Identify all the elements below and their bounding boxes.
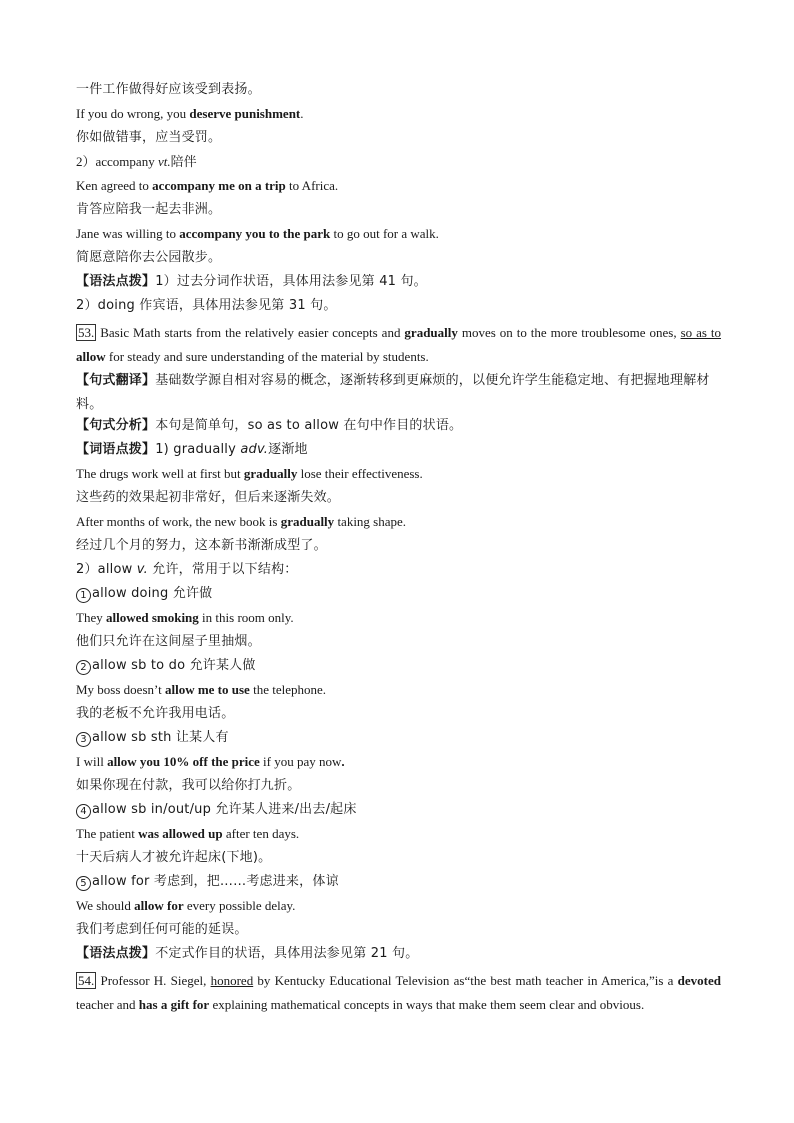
- line-zh-boss: 我的老板不允许我用电话。: [76, 706, 235, 721]
- line-zh-jane: 简愿意陪你去公园散步。: [76, 250, 222, 265]
- sentence-number-54: 54.: [78, 973, 95, 988]
- line-zh-book: 经过几个月的努力，这本新书渐渐成型了。: [76, 538, 327, 553]
- line-zh-punish: 你如做错事，应当受罚。: [76, 130, 222, 145]
- line-example-patient: The patient was allowed up after ten days.: [76, 826, 300, 841]
- circled-number-3-icon: 3: [76, 732, 91, 747]
- line-example-deserve: If you do wrong, you deserve punishment.: [76, 106, 304, 121]
- line-zh-smoking: 他们只允许在这间屋子里抽烟。: [76, 634, 261, 649]
- line-example-book: After months of work, the new book is gradually taking shape.: [76, 514, 407, 529]
- line-example-price: I will allow you 10% off the price if you pay now.: [76, 754, 345, 769]
- allow-structure-3: 3 allow sb sth 让某人有: [76, 729, 721, 747]
- line-example-drugs: The drugs work well at first but gradually lose their effectiveness.: [76, 466, 423, 481]
- line-example-jane: Jane was willing to accompany you to the park to go out for a walk.: [76, 226, 439, 241]
- line-zh-delay: 我们考虑到任何可能的延误。: [76, 922, 248, 937]
- circled-number-2-icon: 2: [76, 660, 91, 675]
- allow-structure-4: 4 allow sb in/out/up 允许某人进来/出去/起床: [76, 801, 721, 819]
- line-zh-drugs: 这些药的效果起初非常好，但后来逐渐失效。: [76, 490, 341, 505]
- line-zh-ken: 肯答应陪我一起去非洲。: [76, 202, 222, 217]
- line-accompany-heading: 2）accompany vt.陪伴: [76, 154, 197, 169]
- line-allow-heading: 2）allow v. 允许，常用于以下结构：: [76, 562, 298, 577]
- line-example-delay: We should allow for every possible delay.: [76, 898, 296, 913]
- line-grammar-note-1: 【语法点拨】1）过去分词作状语，具体用法参见第 41 句。: [76, 274, 427, 289]
- allow-structure-2: 2 allow sb to do 允许某人做: [76, 657, 721, 675]
- sentence-54: 54. Professor H. Siegel, honored by Kentucky Educational Television as“the best math teacher in America,”is a devoted teacher and has a gift for explaining mathematical concepts in ways that make them seem clear and obvious.: [76, 973, 721, 1012]
- line-example-smoking: They allowed smoking in this room only.: [76, 610, 294, 625]
- line-example-ken: Ken agreed to accompany me on a trip to Africa.: [76, 178, 339, 193]
- sentence-number-53: 53.: [78, 325, 95, 340]
- circled-number-4-icon: 4: [76, 804, 91, 819]
- word-note-gradually: 【词语点拨】1) gradually adv.逐渐地: [76, 442, 308, 457]
- circled-number-1-icon: 1: [76, 588, 91, 603]
- line-zh-price: 如果你现在付款，我可以给你打九折。: [76, 778, 301, 793]
- line-grammar-note-infinitive: 【语法点拨】不定式作目的状语，具体用法参见第 21 句。: [76, 946, 419, 961]
- allow-structure-5: 5 allow for 考虑到，把……考虑进来，体谅: [76, 873, 721, 891]
- sentence-53-analysis: 【句式分析】本句是简单句，so as to allow 在句中作目的状语。: [76, 418, 463, 433]
- sentence-53: 53. Basic Math starts from the relatively easier concepts and gradually moves on to the more troublesome ones, so as to allow for steady and sure understanding of the material by students.: [76, 325, 721, 364]
- line-zh-praise: 一件工作做得好应该受到表扬。: [76, 82, 261, 97]
- circled-number-5-icon: 5: [76, 876, 91, 891]
- allow-structure-1: 1 allow doing 允许做: [76, 585, 721, 603]
- sentence-53-translation: 【句式翻译】基础数学源自相对容易的概念，逐渐转移到更麻烦的，以便允许学生能稳定地、有把握地理解材料。: [76, 373, 710, 412]
- line-zh-patient: 十天后病人才被允许起床(下地)。: [76, 850, 272, 865]
- line-grammar-note-2: 2）doing 作宾语，具体用法参见第 31 句。: [76, 298, 337, 313]
- line-example-boss: My boss doesn’t allow me to use the telephone.: [76, 682, 326, 697]
